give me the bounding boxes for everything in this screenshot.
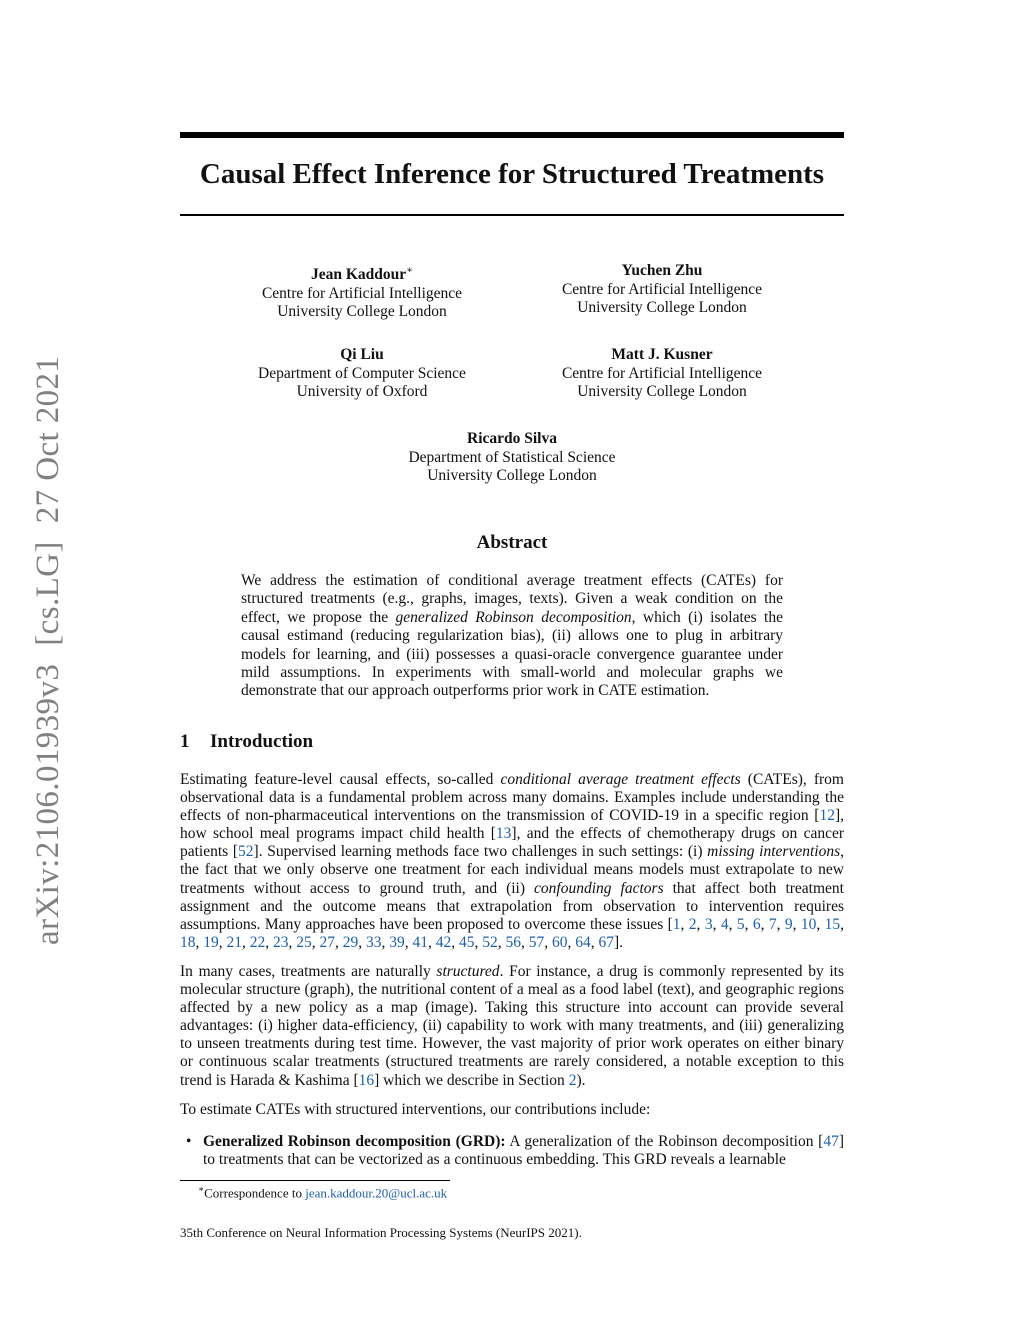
author-institution: University of Oxford <box>296 383 428 401</box>
citation-link[interactable]: 3 <box>704 915 713 933</box>
text-run: A generalization of the Robinson decomposition [ <box>505 1133 824 1150</box>
arxiv-date: 27 Oct 2021 <box>30 355 66 524</box>
abstract-text-part: We address the estimation of conditional average treatment effects (CATEs) for structured treatments (e.g., graphs, images, texts). Given a weak condition on the effect, we propose the <box>241 572 783 626</box>
citation-link[interactable]: 67 <box>598 933 614 951</box>
citation-list: 1, 2, 3, 4, 5, 6, 7, 9, 10, 15, 18, 19, 21, 22, 23, 25, 27, 29, 33, 39, 41, 42, 45, 52, 56, 57, 60, 64, 67 <box>180 915 845 951</box>
author-block <box>236 262 488 322</box>
abstract-heading: Abstract <box>476 532 548 553</box>
citation-link[interactable]: 39 <box>389 933 405 951</box>
citation-link[interactable]: 64 <box>575 933 591 951</box>
author-institution: University College London <box>277 303 447 321</box>
citation-link[interactable]: 13 <box>495 825 512 843</box>
email-link[interactable]: jean.kaddour.20@ucl.ac.uk <box>305 1185 448 1201</box>
footnote-mark: ∗ <box>198 1184 205 1194</box>
citation-link[interactable]: 23 <box>273 933 289 951</box>
author-name: Jean Kaddour <box>311 266 407 284</box>
intro-paragraph-3: To estimate CATEs with structured interventions, our contributions include: <box>180 1101 651 1118</box>
author-block <box>362 430 662 486</box>
author-affiliation: Department of Statistical Science <box>408 448 616 466</box>
text-run: that affect both treatment assignment and the outcome means that extrapolation from observation to intervention requires assumptions. Many approaches have been proposed to overcome these issues [ <box>180 879 844 933</box>
citation-link[interactable]: 25 <box>296 933 312 951</box>
text-run: ] to treatments that can be vectorized as a continuous embedding. This GRD reveals a learnable <box>203 1133 844 1169</box>
citation-link[interactable]: 41 <box>412 933 428 951</box>
text-run: In many cases, treatments are naturally <box>180 963 437 980</box>
text-run: ]. <box>614 933 624 951</box>
intro-paragraph-1 <box>180 771 844 952</box>
author-block <box>236 346 488 402</box>
arxiv-id[interactable]: arXiv:2106.01939v3 <box>30 663 66 945</box>
citation-link[interactable]: 12 <box>819 807 835 825</box>
citation-link[interactable]: 52 <box>482 933 498 951</box>
citation-link[interactable]: 16 <box>358 1071 375 1089</box>
arxiv-category: [cs.LG] <box>30 541 66 646</box>
citation-link[interactable]: 42 <box>435 933 452 951</box>
citation-link[interactable]: 18 <box>180 933 196 951</box>
text-run: , the fact that we only observe one treatment for each individual means models must extrapolate to new treatments without access to ground truth, and (ii) <box>180 843 844 897</box>
citation-link[interactable]: 47 <box>823 1133 839 1150</box>
citation-link[interactable]: 19 <box>203 933 219 951</box>
emphasis: conditional average treatment effects <box>500 771 741 788</box>
citation-link[interactable]: 56 <box>505 933 521 951</box>
text-run: ]. Supervised learning methods face two challenges in such settings: (i) <box>253 843 708 861</box>
author-institution: University College London <box>577 299 747 317</box>
citation-link[interactable]: 5 <box>736 915 745 933</box>
citation-link[interactable]: 57 <box>528 933 545 951</box>
text-run: ] which we describe in Section <box>374 1071 569 1089</box>
text-run: ], and the effects of chemotherapy drugs on cancer patients [ <box>180 825 844 861</box>
citation-link[interactable]: 21 <box>226 933 242 951</box>
citation-link[interactable]: 45 <box>459 933 475 951</box>
citation-link[interactable]: 29 <box>342 933 359 951</box>
abstract-text-part: , which (i) isolates the causal estimand (reducing regularization bias), (ii) allows one to plug in arbitrary models for learning, and (iii) possesses a quasi-oracle convergence guarantee under mild assumptions. In experiments with small-world and molecular graphs we demonstrate that our approach outperforms prior work in CATE estimation. <box>241 608 783 700</box>
citation-link[interactable]: 9 <box>784 915 793 933</box>
author-name: Ricardo Silva <box>467 430 557 447</box>
author-affiliation: Department of Computer Science <box>258 364 466 382</box>
footnote-text: Correspondence to <box>204 1185 306 1201</box>
intro-paragraph-2 <box>180 963 844 1090</box>
section-heading <box>180 731 313 753</box>
contribution-list-item <box>186 1133 844 1169</box>
author-name: Yuchen Zhu <box>621 262 703 279</box>
citation-link[interactable]: 33 <box>366 933 382 951</box>
author-institution: University College London <box>427 467 597 485</box>
citation-link[interactable]: 22 <box>249 933 266 951</box>
citation-link[interactable]: 27 <box>319 933 335 951</box>
author-footnote-mark[interactable]: ∗ <box>406 265 413 276</box>
author-affiliation: Centre for Artificial Intelligence <box>561 364 763 382</box>
section-link[interactable]: 2 <box>568 1071 577 1089</box>
citation-link[interactable]: 52 <box>238 843 254 861</box>
citation-link[interactable]: 10 <box>800 915 817 933</box>
author-affiliation: Centre for Artificial Intelligence <box>261 284 463 302</box>
author-block <box>536 346 788 402</box>
title-rule-bottom <box>180 214 844 216</box>
citation-link[interactable]: 60 <box>552 933 568 951</box>
citation-link[interactable]: 6 <box>752 915 761 933</box>
author-block <box>536 262 788 318</box>
section-number: 1 <box>180 731 190 752</box>
author-institution: University College London <box>577 383 747 401</box>
citation-link[interactable]: 15 <box>824 915 841 933</box>
citation-link[interactable]: 7 <box>768 915 777 933</box>
text-run: (CATEs), from observational data is a fundamental problem across many domains. Examples include understanding the effects of non-pharmaceutical interventions on the transmission of COVID-19 in a specific region [ <box>180 771 844 825</box>
citation-link[interactable]: 4 <box>720 915 729 933</box>
abstract-text <box>241 572 783 701</box>
text-run: ). <box>576 1071 586 1089</box>
author-name: Matt J. Kusner <box>611 346 713 363</box>
section-title: Introduction <box>210 731 314 752</box>
text-run: . For instance, a drug is commonly represented by its molecular structure (graph), the nutritional content of a meal as a food label (text), and geographic regions affected by a new policy as a map (image). Taking this structure into account can provide several advantages: (i) higher data-efficiency, (ii) capability to work with many treatments, and (iii) generalizing to unseen treatments during test time. However, the vast majority of prior work operates on either binary or continuous scalar treatments (structured treatments are rarely considered, a notable exception to this trend is Harada & Kashima [ <box>180 963 844 1089</box>
abstract-emphasis: generalized Robinson decomposition <box>395 608 632 626</box>
footnote <box>198 1181 447 1201</box>
author-name: Qi Liu <box>340 346 384 363</box>
emphasis: structured <box>436 963 500 980</box>
citation-link[interactable]: 1 <box>672 915 681 933</box>
text-run: ], how school meal programs impact child health [ <box>180 807 844 843</box>
title-rule-top <box>180 132 844 138</box>
citation-link[interactable]: 2 <box>688 915 697 933</box>
arxiv-identifier <box>28 345 68 945</box>
bullet-icon: • <box>186 1133 192 1150</box>
emphasis: missing interventions <box>707 843 841 861</box>
contribution-title: Generalized Robinson decomposition (GRD): <box>203 1133 506 1150</box>
emphasis: confounding factors <box>534 879 664 897</box>
paper-title: Causal Effect Inference for Structured Treatments <box>199 158 825 190</box>
author-affiliation: Centre for Artificial Intelligence <box>561 280 763 298</box>
text-run: Estimating feature-level causal effects, so-called <box>180 771 501 788</box>
venue-note: 35th Conference on Neural Information Processing Systems (NeurIPS 2021). <box>180 1225 582 1240</box>
